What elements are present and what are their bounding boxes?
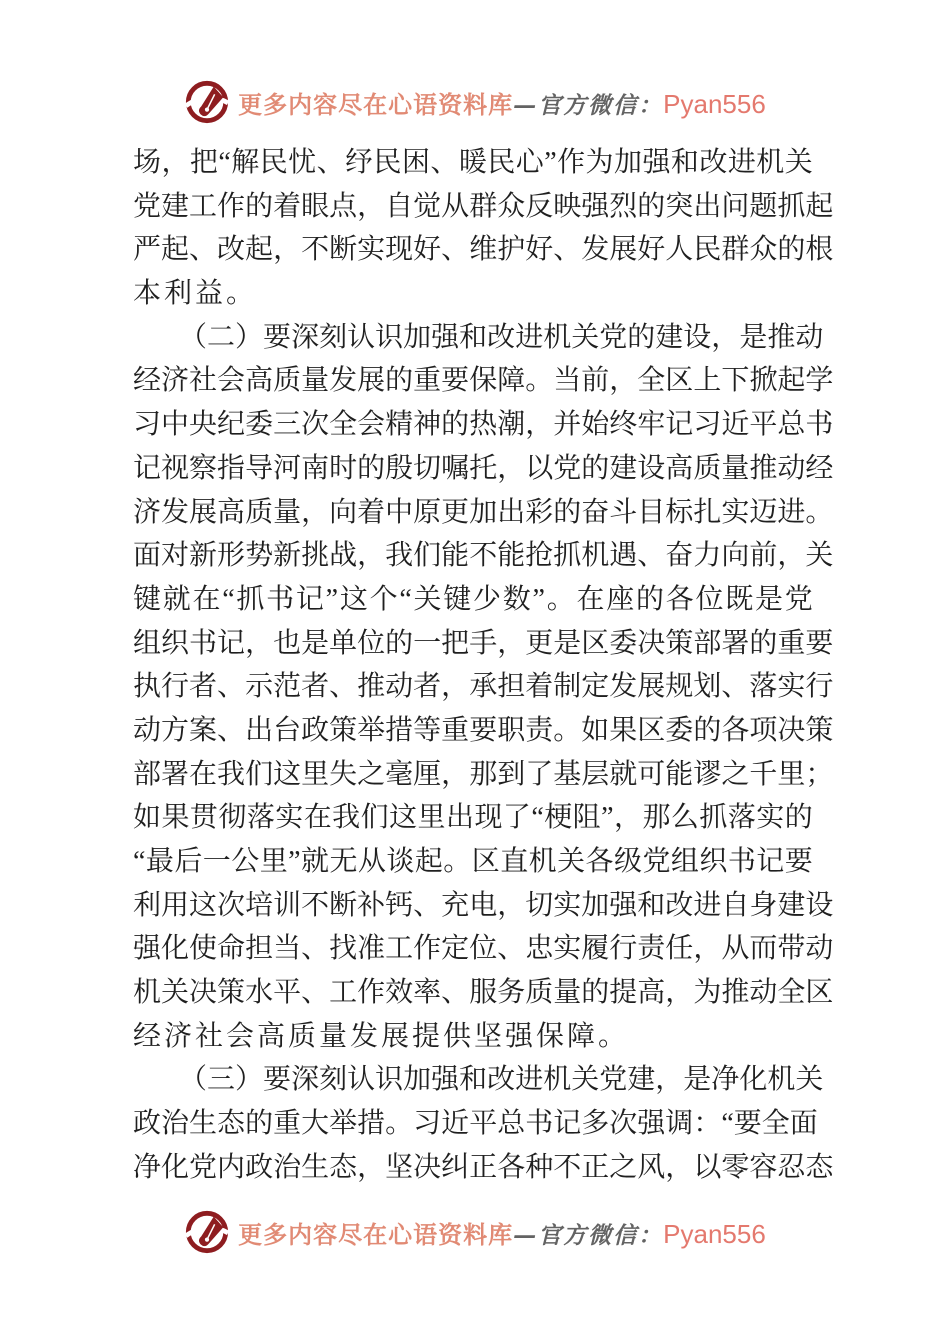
footer-watermark xyxy=(0,1208,950,1256)
text-line: 场 ， 把 “ 解 民 忧 、 纾 民 困 、 暖 民 心 ” 作 为 加 强 和 改 进 机 关 xyxy=(133,147,813,178)
text-line: 利 用 这 次 培 训 不 断 补 钙 、 充 电 ， 切 实 加 强 和 改 进 自 身 建 设 xyxy=(133,889,834,921)
watermark-main-text: 更多内容尽在心语资料库 xyxy=(238,1222,514,1249)
pen-seal-logo-icon xyxy=(184,79,230,125)
watermark-main-text: 更多内容尽在心语资料库 xyxy=(238,92,514,119)
wechat-id: Pyan556 xyxy=(663,1218,766,1249)
text-line: 键 就 在 “ 抓 书 记 ” 这 个 “ 关 键 少 数 ” 。 在 座 的 各 位 既 是 党 xyxy=(133,583,813,615)
text-line: 组 织 书 记 ， 也 是 单 位 的 一 把 手 ， 更 是 区 委 决 策 部 署 的 重 要 xyxy=(133,627,834,659)
pen-seal-logo-icon xyxy=(184,1209,230,1255)
text-line: 如 果 贯 彻 落 实 在 我 们 这 里 出 现 了 “ 梗 阻 ” ， 那 么 抓 落 实 的 xyxy=(133,802,813,834)
text-line: 动 方 案 、 出 台 政 策 举 措 等 重 要 职 责 。 如 果 区 委 的 各 项 决 策 xyxy=(133,714,834,746)
text-line: 经 济 社 会 高 质 量 发 展 的 重 要 保 障 。 当 前 ， 全 区 上 下 掀 起 学 xyxy=(133,365,834,397)
text-line: “ 最 后 一 公 里 ” 就 无 从 谈 起 。 区 直 机 关 各 级 党 组 织 书 记 要 xyxy=(133,846,813,877)
watermark-label-text: —官方微信： xyxy=(513,1221,664,1249)
text-line: 强 化 使 命 担 当 、 找 准 工 作 定 位 、 忠 实 履 行 责 任 ， 从 而 带 动 xyxy=(133,933,834,965)
text-line: （ 三 ） 要 深 刻 认 识 加 强 和 改 进 机 关 党 建 ， 是 净 化 机 关 xyxy=(179,1064,824,1096)
text-line: 本利益。 xyxy=(133,278,258,310)
watermark-label-text: —官方微信： xyxy=(513,91,664,119)
text-line: 严 起 、 改 起 ， 不 断 实 现 好 、 维 护 好 、 发 展 好 人 民 群 众 的 根 xyxy=(133,234,834,266)
text-line: 净 化 党 内 政 治 生 态 ， 坚 决 纠 正 各 种 不 正 之 风 ， 以 零 容 忍 态 xyxy=(133,1151,834,1183)
text-line: 济 发 展 高 质 量 ， 向 着 中 原 更 加 出 彩 的 奋 斗 目 标 扎 实 迈 进 。 xyxy=(133,496,834,528)
text-line: 经济社会高质量发展提供坚强保障。 xyxy=(133,1020,630,1052)
header-watermark xyxy=(0,78,950,126)
text-line: 部 署 在 我 们 这 里 失 之 毫 厘 ， 那 到 了 基 层 就 可 能 谬 之 千 里 ； xyxy=(133,758,834,790)
watermark-text xyxy=(238,85,766,120)
watermark-text xyxy=(238,1215,766,1250)
wechat-id: Pyan556 xyxy=(663,88,766,119)
text-line: 执 行 者 、 示 范 者 、 推 动 者 ， 承 担 着 制 定 发 展 规 划 、 落 实 行 xyxy=(133,671,834,703)
text-line: 习 中 央 纪 委 三 次 全 会 精 神 的 热 潮 ， 并 始 终 牢 记 习 近 平 总 书 xyxy=(133,409,834,441)
text-line: 记 视 察 指 导 河 南 时 的 殷 切 嘱 托 ， 以 党 的 建 设 高 质 量 推 动 经 xyxy=(133,452,834,484)
text-line: 面 对 新 形 势 新 挑 战 ， 我 们 能 不 能 抢 抓 机 遇 、 奋 力 向 前 ， 关 xyxy=(133,540,834,572)
document-body xyxy=(133,141,834,1190)
text-line: 政 治 生 态 的 重 大 举 措 。 习 近 平 总 书 记 多 次 强 调 ： “ 要 全 面 xyxy=(133,1108,818,1140)
text-line: （ 二 ） 要 深 刻 认 识 加 强 和 改 进 机 关 党 的 建 设 ， 是 推 动 xyxy=(179,321,824,353)
text-line: 机 关 决 策 水 平 、 工 作 效 率 、 服 务 质 量 的 提 高 ， 为 推 动 全 区 xyxy=(133,977,834,1009)
text-line: 党 建 工 作 的 着 眼 点 ， 自 觉 从 群 众 反 映 强 烈 的 突 出 问 题 抓 起 xyxy=(133,190,834,222)
